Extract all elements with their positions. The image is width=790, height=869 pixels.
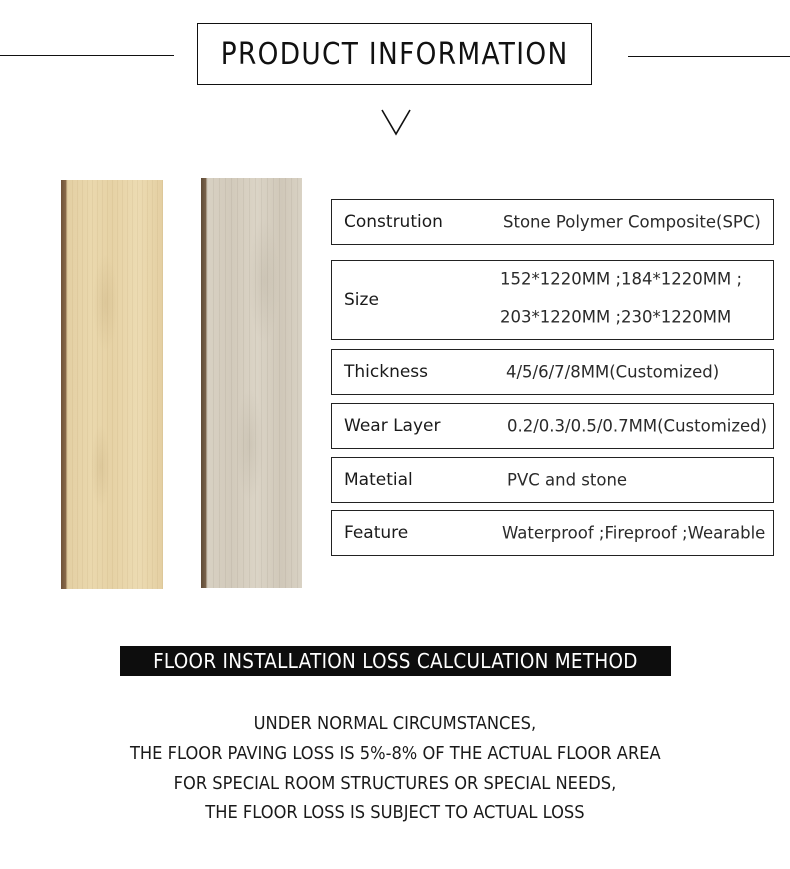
spec-label: Feature	[344, 523, 409, 543]
loss-section-title: FLOOR INSTALLATION LOSS CALCULATION METHOD	[153, 649, 638, 673]
spec-row-wear-layer	[331, 403, 774, 449]
loss-note-text: UNDER NORMAL CIRCUMSTANCES,	[253, 714, 537, 734]
spec-label: Size	[344, 290, 379, 310]
spec-value-line-2: 203*1220MM ;230*1220MM	[500, 307, 732, 327]
spec-label: Wear Layer	[344, 416, 441, 436]
product-image-grey-oak-plank	[201, 178, 302, 588]
spec-row-size	[331, 260, 774, 340]
loss-section-banner	[120, 646, 671, 676]
spec-row-material	[331, 457, 774, 503]
spec-value: 4/5/6/7/8MM(Customized)	[506, 362, 720, 382]
header-right-rule	[628, 56, 790, 57]
header-left-rule	[0, 55, 174, 56]
spec-row-feature	[331, 510, 774, 556]
spec-value: 0.2/0.3/0.5/0.7MM(Customized)	[507, 416, 768, 436]
spec-value-line-1: 152*1220MM ;184*1220MM ;	[500, 269, 743, 289]
spec-value: PVC and stone	[507, 470, 628, 490]
loss-note-text: THE FLOOR PAVING LOSS IS 5%-8% OF THE ACTUAL FLOOR AREA	[129, 744, 661, 764]
spec-label: Thickness	[344, 362, 429, 382]
loss-note-text: FOR SPECIAL ROOM STRUCTURES OR SPECIAL NEEDS,	[173, 774, 617, 794]
spec-label: Matetial	[344, 470, 413, 490]
spec-row-thickness	[331, 349, 774, 395]
page-title: PRODUCT INFORMATION	[220, 36, 569, 72]
loss-note-line	[0, 714, 790, 734]
page-title-box	[197, 23, 592, 85]
chevron-down-icon	[380, 108, 412, 136]
spec-row-construction	[331, 199, 774, 245]
spec-value: Stone Polymer Composite(SPC)	[503, 212, 761, 232]
loss-note-text: THE FLOOR LOSS IS SUBJECT TO ACTUAL LOSS	[205, 803, 585, 823]
product-image-light-oak-plank	[61, 180, 163, 589]
loss-note-line	[0, 744, 790, 764]
loss-note-line	[0, 774, 790, 794]
spec-label: Constrution	[344, 212, 443, 232]
spec-value: Waterproof ;Fireproof ;Wearable	[502, 523, 766, 543]
loss-note-line	[0, 803, 790, 823]
